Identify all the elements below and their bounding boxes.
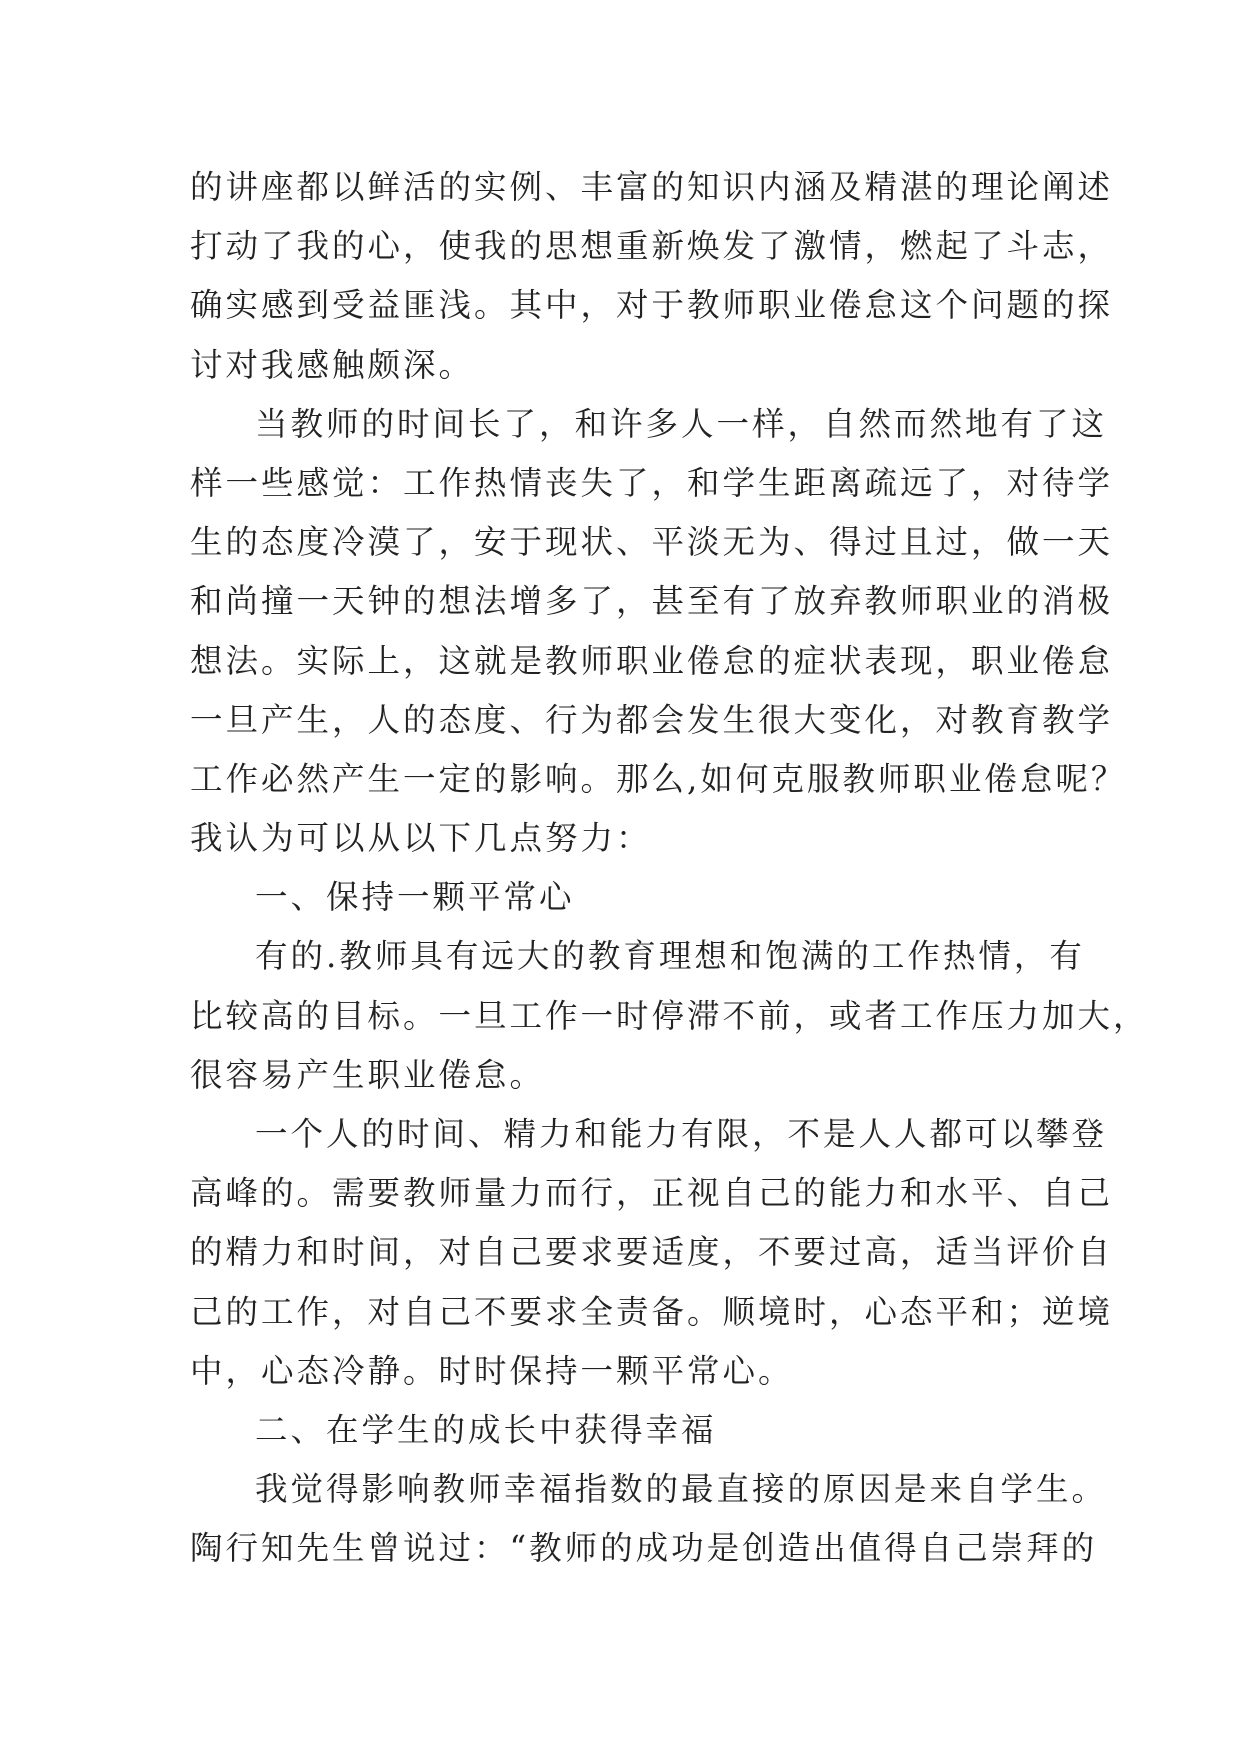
- paragraph-first-line: 当教师的时间长了，和许多人一样，自然而然地有了这: [255, 404, 1108, 443]
- text-line: 陶行知先生曾说过：“教师的成功是创造出值得自己崇拜的: [190, 1529, 1098, 1568]
- text-line: 的精力和时间，对自己要求要适度，不要过高，适当评价自: [190, 1233, 1114, 1272]
- text-line: 己的工作，对自己不要求全责备。顺境时，心态平和；逆境: [190, 1292, 1114, 1331]
- section-heading: 二、在学生的成长中获得幸福: [255, 1410, 717, 1449]
- text-line: 一旦产生，人的态度、行为都会发生很大变化，对教育教学: [190, 700, 1114, 739]
- paragraph-first-line: 有的.教师具有远大的教育理想和饱满的工作热情，有: [255, 937, 1085, 976]
- text-line: 确实感到受益匪浅。其中，对于教师职业倦怠这个问题的探: [190, 286, 1114, 325]
- paragraph-first-line: 一个人的时间、精力和能力有限，不是人人都可以攀登: [255, 1115, 1108, 1153]
- text-line: 中，心态冷静。时时保持一颗平常心。: [190, 1351, 794, 1390]
- text-line: 想法。实际上，这就是教师职业倦怠的症状表现，职业倦怠: [190, 641, 1114, 680]
- text-line: 高峰的。需要教师量力而行，正视自己的能力和水平、自己: [190, 1174, 1114, 1213]
- text-line: 工作必然产生一定的影响。那么,如何克服教师职业倦怠呢？: [190, 759, 1127, 798]
- text-line: 我认为可以从以下几点努力：: [190, 819, 652, 858]
- text-line: 生的态度冷漠了，安于现状、平淡无为、得过且过，做一天: [190, 523, 1114, 562]
- text-line: 很容易产生职业倦怠。: [190, 1055, 546, 1094]
- text-line: 比较高的目标。一旦工作一时停滞不前，或者工作压力加大，: [190, 996, 1149, 1035]
- document-body: [190, 158, 1149, 1579]
- paragraph-first-line: 我觉得影响教师幸福指数的最直接的原因是来自学生。: [255, 1470, 1108, 1509]
- text-line: 的讲座都以鲜活的实例、丰富的知识内涵及精湛的理论阐述: [190, 168, 1114, 206]
- section-heading: 一、保持一颗平常心: [255, 878, 575, 917]
- text-line: 和尚撞一天钟的想法增多了，甚至有了放弃教师职业的消极: [190, 582, 1114, 621]
- text-line: 讨对我感触颇深。: [190, 345, 475, 384]
- text-line: 样一些感觉：工作热情丧失了，和学生距离疏远了，对待学: [190, 463, 1114, 502]
- text-line: 打动了我的心，使我的思想重新焕发了激情，燃起了斗志，: [190, 227, 1114, 266]
